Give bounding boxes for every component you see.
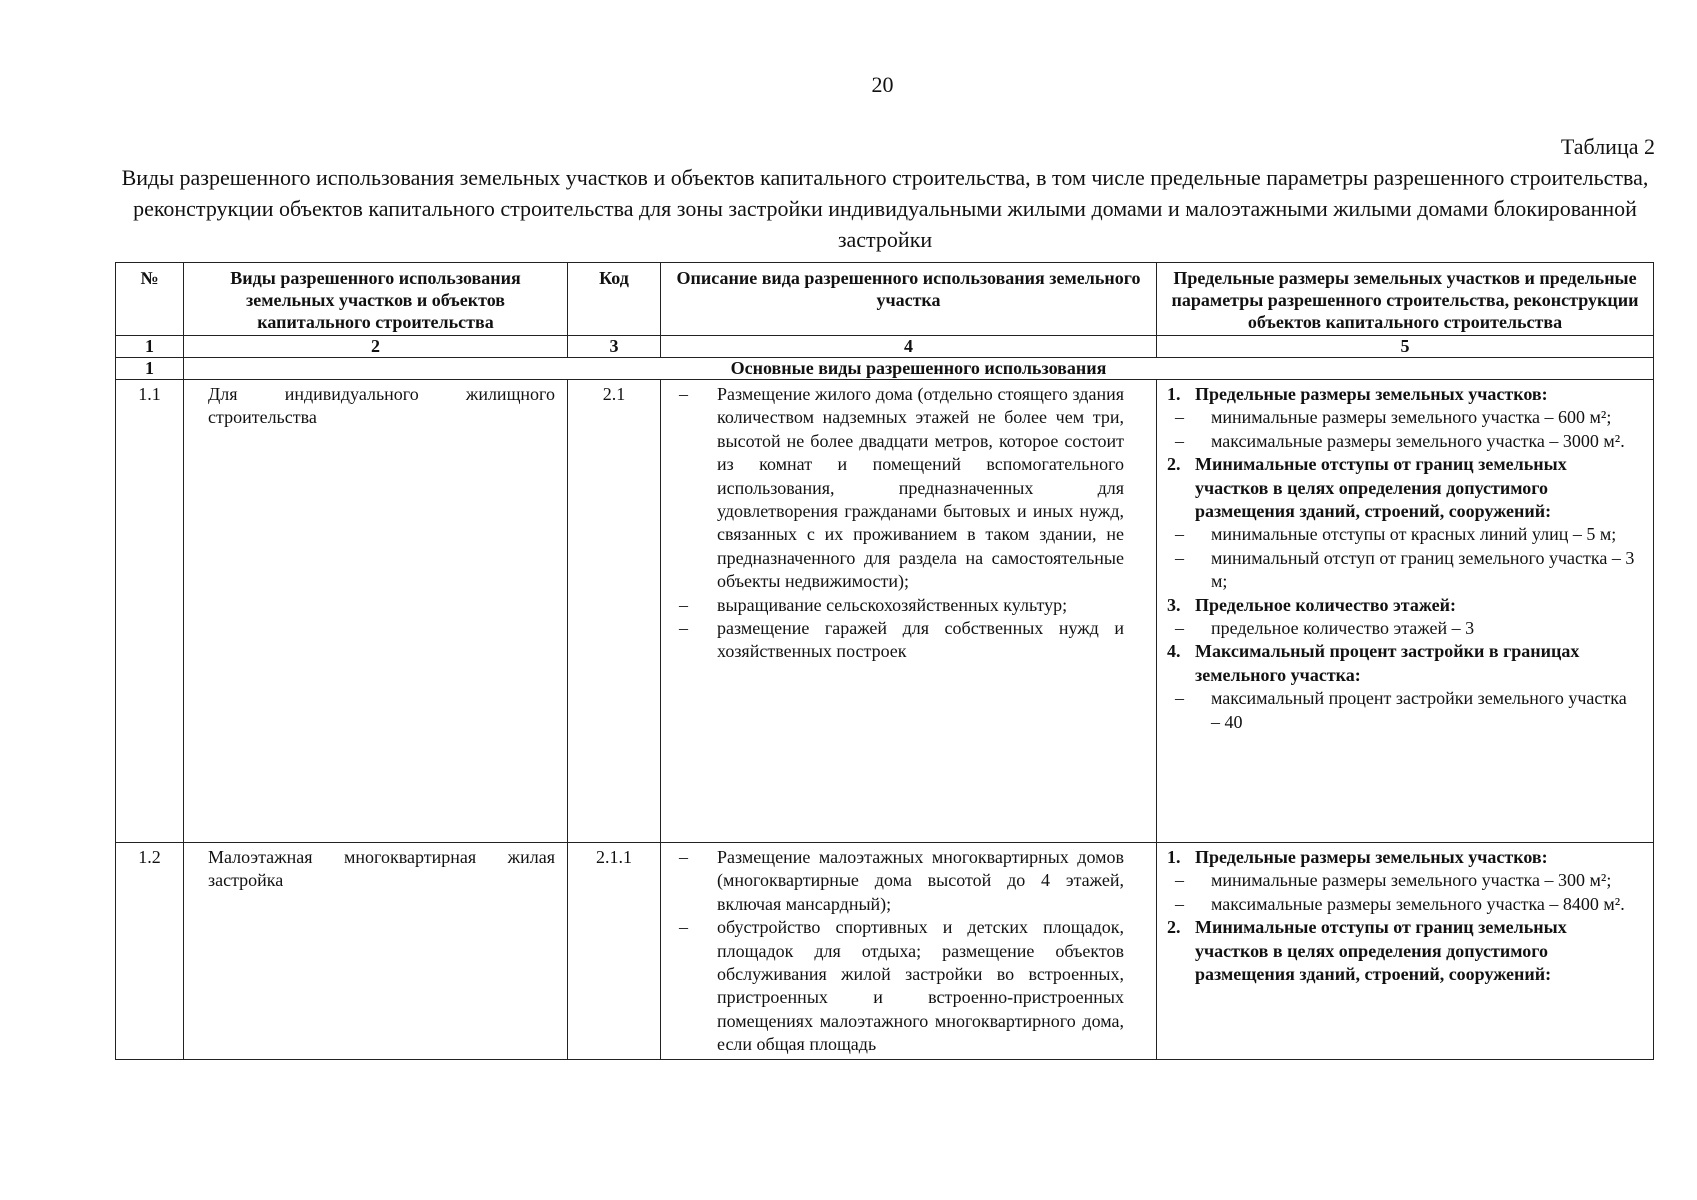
limit-heading: 2. Минимальные отступы от границ земельных участков в целях определения допустимого размещения зданий, строений, сооружений: (1167, 454, 1567, 522)
row-limits (1157, 843, 1654, 1060)
row-limits (1157, 380, 1654, 843)
limit-heading: 4. Максимальный процент застройки в границах земельного участка: (1167, 641, 1580, 685)
row-number: 1.2 (116, 843, 184, 1060)
description-item: – выращивание сельскохозяйственных культур; (679, 594, 1124, 617)
limit-item: – максимальный процент застройки земельного участка – 40 (1167, 687, 1637, 734)
column-number: 4 (661, 336, 1157, 358)
column-number: 3 (568, 336, 661, 358)
header-no: № (116, 263, 184, 336)
description-item: – Размещение малоэтажных многоквартирных домов (многоквартирные дома высотой до 4 этажей, включая мансардный); (679, 846, 1124, 916)
column-number: 1 (116, 336, 184, 358)
page-number: 20 (871, 72, 894, 97)
limit-item: – максимальные размеры земельного участка – 3000 м². (1167, 430, 1637, 453)
header-row (116, 263, 1654, 336)
row-code: 2.1.1 (568, 843, 661, 1060)
column-number: 5 (1157, 336, 1654, 358)
row-number: 1.1 (116, 380, 184, 843)
description-item: – обустройство спортивных и детских площадок, площадок для отдыха; размещение объектов обслуживания жилой застройки во встроенных, пристроенных и встроенно-пристроенных помещениях малоэтажного многоквартирного дома, если общая площадь (679, 916, 1124, 1056)
limit-heading: 2. Минимальные отступы от границ земельных участков в целях определения допустимого размещения зданий, строений, сооружений: (1167, 917, 1567, 985)
limit-heading: 1. Предельные размеры земельных участков: (1167, 384, 1548, 404)
limit-item: – минимальный отступ от границ земельного участка – 3 м; (1167, 547, 1637, 594)
land-use-table (115, 262, 1654, 1060)
description-item: – размещение гаражей для собственных нужд и хозяйственных построек (679, 617, 1124, 664)
limit-item: – предельное количество этажей – 3 (1167, 617, 1637, 640)
table-row (116, 843, 1654, 1060)
column-number: 2 (184, 336, 568, 358)
row-description (661, 380, 1157, 843)
limit-heading: 1. Предельные размеры земельных участков: (1167, 847, 1548, 867)
row-code: 2.1 (568, 380, 661, 843)
limit-item: – минимальные отступы от красных линий улиц – 5 м; (1167, 523, 1637, 546)
description-item: – Размещение жилого дома (отдельно стоящего здания количеством надземных этажей не более чем три, высотой не более двадцати метров, которое состоит из комнат и помещений вспомогательного использования, предназначенных для удовлетворения гражданами бытовых и иных нужд, связанных с их проживанием в таком здании, не предназначенного для раздела на самостоятельные объекты недвижимости); (679, 383, 1124, 594)
table-title: Виды разрешенного использования земельных участков и объектов капитального строительства, в том числе предельные параметры разрешенного строительства, реконструкции объектов капитального строительства для зоны застройки индивидуальными жилыми домами и малоэтажными жилыми домами блокированной застройки (121, 165, 1649, 252)
row-kind: Малоэтажная многоквартирная жилая застройка (184, 843, 568, 1060)
row-description (661, 843, 1157, 1060)
limit-item: – минимальные размеры земельного участка – 600 м²; (1167, 406, 1637, 429)
row-kind: Для индивидуального жилищного строительства (184, 380, 568, 843)
limit-item: – максимальные размеры земельного участка – 8400 м². (1167, 893, 1637, 916)
section-number: 1 (116, 358, 184, 380)
table-label: Таблица 2 (1560, 134, 1655, 159)
section-title: Основные виды разрешенного использования (184, 358, 1654, 380)
limit-heading: 3. Предельное количество этажей: (1167, 594, 1456, 615)
column-numbers-row (116, 336, 1654, 358)
table-row (116, 380, 1654, 843)
limit-item: – минимальные размеры земельного участка – 300 м²; (1167, 869, 1637, 892)
section-row (116, 358, 1654, 380)
header-limits: Предельные размеры земельных участков и предельные параметры разрешенного строительства, реконструкции объектов капитального строительства (1157, 263, 1654, 336)
header-code: Код (568, 263, 661, 336)
header-description: Описание вида разрешенного использования земельного участка (661, 263, 1157, 336)
header-kind: Виды разрешенного использования земельных участков и объектов капитального строительства (184, 263, 568, 336)
